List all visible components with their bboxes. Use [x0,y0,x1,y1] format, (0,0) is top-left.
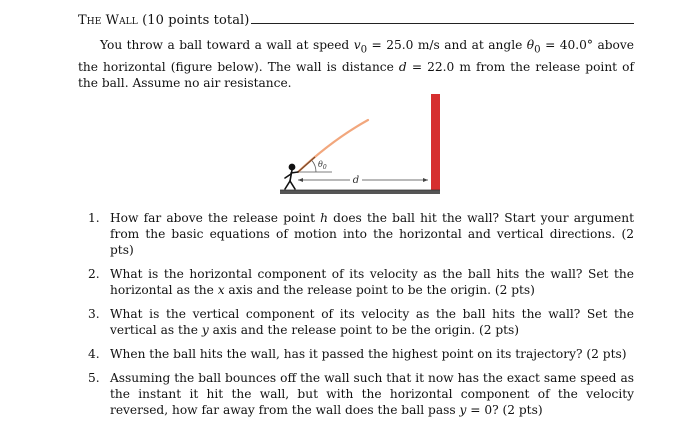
question-item: 2. What is the horizontal component of its velocity as the ball hits the wall? Set the horizontal as the x axis and the release point to be the origin. (2 pts) [88,267,634,297]
distance-arrow-head-right [423,178,428,182]
d-symbol: d [398,59,407,74]
question-item: 4. When the ball hits the wall, has it passed the highest point on its trajectory? (2 pts) [88,347,627,361]
launch-direction [298,157,315,172]
problem-intro: You throw a ball toward a wall at speed $v_0 = 25.0$ m/s and at angle $\theta_0 = 40.0^\circ$ above the horizontal (figure below). The wall is distance d = 22.0 m from the release point of the ball. Assume no air resistance. [78,38,634,91]
ball-trajectory [298,120,368,172]
wall-figure [270,90,450,198]
question-item: 3. What is the vertical component of its velocity as the ball hits the wall? Set the vertical as the y axis and the release point to be the origin. (2 pts) [88,307,634,337]
theta-symbol: θ [526,38,535,52]
problem-title: The Wall (10 points total) [78,13,250,28]
d-label: d [352,175,360,186]
title-rule [251,23,634,24]
problem-header [78,8,634,28]
question-item: 1. How far above the release point h does the ball hit the wall? Start your argument from the basic equations of motion into the horizontal and vertical directions. (2 pts) [88,211,634,257]
question-list [88,210,634,426]
question-item: 5. Assuming the ball bounces off the wall such that it now has the exact same speed as the instant it hit the wall, but with the horizontal component of the velocity reversed, how far away from the wall does the ball pass y = 0? (2 pts) [88,371,634,417]
ground [280,190,440,194]
angle-arc [312,160,316,172]
theta-label: $\theta_0$ [318,160,327,171]
wall [431,94,440,194]
distance-arrow-head-left [298,178,303,182]
thrower-icon [285,164,298,189]
v0-symbol: v [353,38,361,52]
